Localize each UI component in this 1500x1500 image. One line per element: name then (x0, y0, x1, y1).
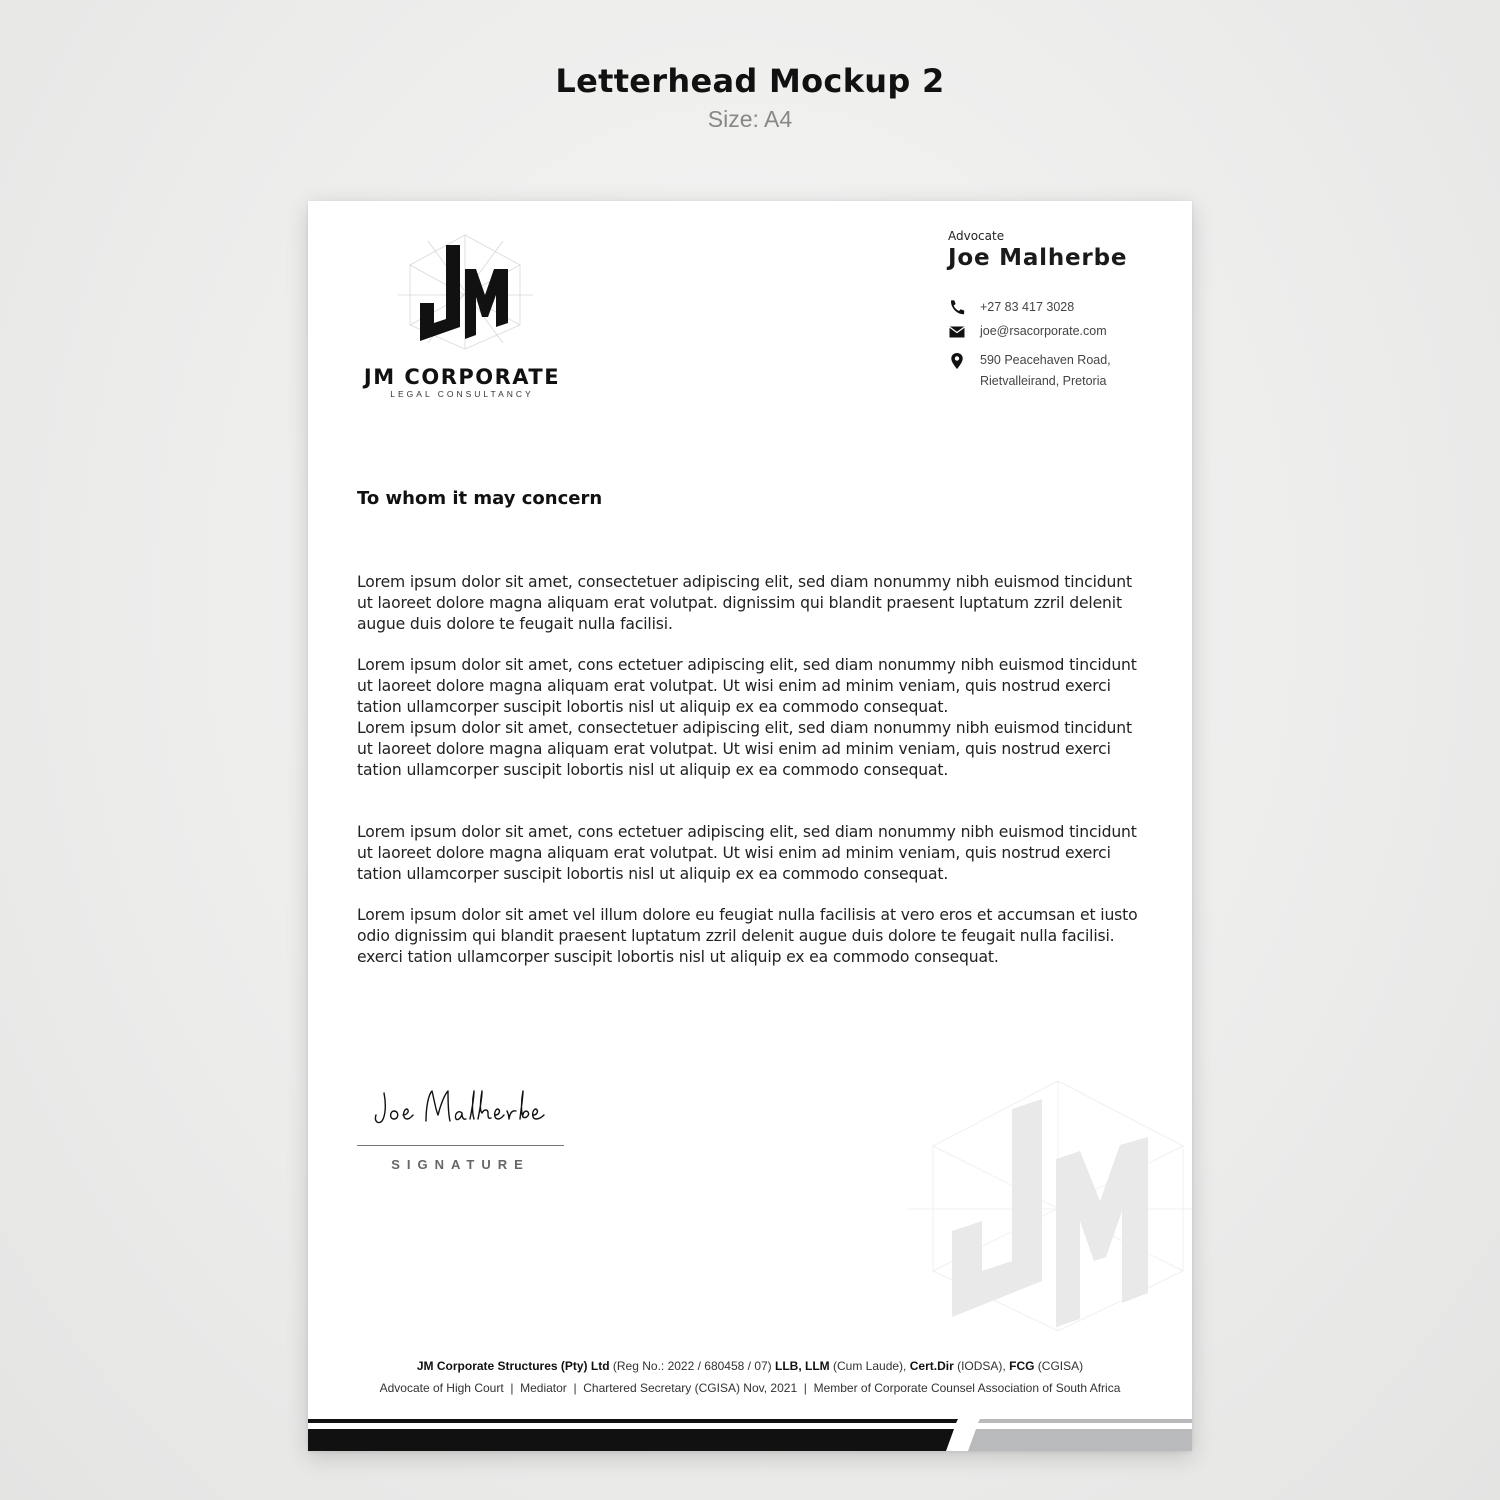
letter-paragraph-2: Lorem ipsum dolor sit amet, cons ectetuer adipiscing elit, sed diam nonummy nibh euismod tincidunt ut laoreet dolore magna aliquam erat volutpat. Ut wisi enim ad minim veniam, quis nostrud exerci tation ullamcorper suscipit lobortis nisl ut aliquip ex ea commodo consequat. (357, 656, 1137, 716)
mockup-size-label: Size: A4 (707, 106, 793, 132)
footer-reg: (Reg No.: 2022 / 680458 / 07) (612, 1359, 772, 1373)
letterhead-sheet (308, 201, 1192, 1451)
brand-tagline: LEGAL CONSULTANCY (390, 389, 534, 399)
footer-degrees: LLB, LLM (775, 1359, 830, 1373)
phone-icon (948, 299, 966, 317)
contact-phone-row (948, 299, 1074, 318)
address-line-2: Rietvalleirand, Pretoria (980, 374, 1107, 388)
footer-credentials (308, 1359, 1192, 1373)
signature-line (357, 1145, 564, 1146)
jm-monogram-icon (398, 231, 533, 351)
footer-fcg: FCG (1009, 1359, 1035, 1373)
contact-email[interactable]: joe@rsacorporate.com (980, 324, 1107, 338)
jm-watermark-icon (908, 1071, 1192, 1341)
letter-paragraph-3: Lorem ipsum dolor sit amet, consectetuer adipiscing elit, sed diam nonummy nibh euismod tincidunt ut laoreet dolore magna aliquam erat volutpat. Ut wisi enim ad minim veniam, quis nostrud exerci tation ullamcorper suscipit lobortis nisl ut aliquip ex ea commodo consequat. (357, 719, 1132, 779)
letter-greeting: To whom it may concern (357, 488, 603, 509)
footer-cum-laude: (Cum Laude), (833, 1359, 907, 1373)
footer-stripes (308, 1415, 1192, 1451)
letter-paragraph-4: Lorem ipsum dolor sit amet, cons ectetuer adipiscing elit, sed diam nonummy nibh euismod tincidunt ut laoreet dolore magna aliquam erat volutpat. Ut wisi enim ad minim veniam, quis nostrud exerci tation ullamcorper suscipit lobortis nisl ut aliquip ex ea commodo consequat. (357, 823, 1137, 883)
brand-name: JM CORPORATE (363, 365, 561, 389)
map-pin-icon (948, 352, 966, 370)
letter-paragraph-1: Lorem ipsum dolor sit amet, consectetuer adipiscing elit, sed diam nonummy nibh euismod tincidunt ut laoreet dolore magna aliquam erat volutpat. dignissim qui blandit praesent luptatum zzril delenit augue duis dolore te feugait nulla facilisi. (357, 573, 1132, 633)
footer-company: JM Corporate Structures (Pty) Ltd (416, 1359, 610, 1373)
contact-address-row (948, 352, 1111, 392)
contact-email-row (948, 323, 1107, 342)
footer-cert: Cert.Dir (909, 1359, 954, 1373)
footer-affiliations: Advocate of High Court | Mediator | Chartered Secretary (CGISA) Nov, 2021 | Member of Corporate Counsel Association of South Africa (379, 1381, 1121, 1395)
contact-block (948, 229, 1168, 388)
footer-cgisa: (CGISA) (1037, 1359, 1084, 1373)
mockup-title: Letterhead Mockup 2 (555, 62, 945, 100)
handwritten-signature (370, 1085, 550, 1135)
address-line-1: 590 Peacehaven Road, (980, 353, 1111, 367)
contact-address (980, 350, 1111, 392)
letter-paragraph-5: Lorem ipsum dolor sit amet vel illum dolore eu feugiat nulla facilisis at vero eros et accumsan et iusto odio dignissim qui blandit praesent luptatum zzril delenit augue duis dolore te feugait nulla facilisi. exerci tation ullamcorper suscipit lobortis nisl ut aliquip ex ea commodo consequat. (357, 906, 1138, 966)
envelope-icon (948, 323, 966, 341)
contact-phone[interactable]: +27 83 417 3028 (980, 300, 1075, 314)
footer-iodsa: (IODSA), (957, 1359, 1006, 1373)
signature-label: SIGNATURE (391, 1157, 530, 1172)
contact-role: Advocate (948, 229, 1005, 243)
contact-name: Joe Malherbe (948, 245, 1128, 271)
